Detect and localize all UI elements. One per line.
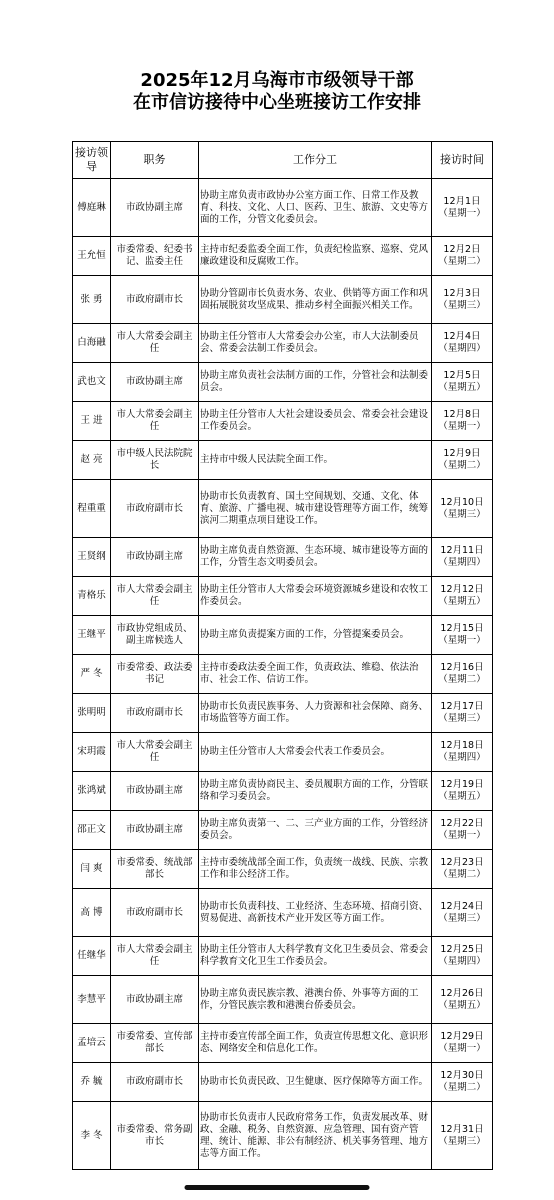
leader-position: 市政府副市长 bbox=[111, 480, 199, 538]
leader-position: 市政协副主席 bbox=[111, 811, 199, 850]
leader-name: 张明明 bbox=[73, 694, 111, 733]
reception-weekday: （星期五） bbox=[438, 596, 486, 607]
table-row bbox=[73, 1024, 493, 1063]
leader-name: 严 冬 bbox=[73, 655, 111, 694]
duty-description: 协助市长负责民族事务、人力资源和社会保障、商务、市场监管等方面工作。 bbox=[199, 694, 432, 733]
table-row bbox=[73, 276, 493, 324]
reception-weekday: （星期五） bbox=[438, 999, 486, 1011]
table-row bbox=[73, 363, 493, 402]
reception-date: 12月18日 bbox=[440, 740, 484, 751]
leader-name: 赵 亮 bbox=[73, 441, 111, 480]
duty-description: 主持市纪委监委全面工作，负责纪检监察、巡察、党风廉政建设和反腐败工作。 bbox=[199, 237, 432, 276]
table-row bbox=[73, 1102, 493, 1170]
duty-description: 协助市长负责教育、国土空间规划、交通、文化、体育、旅游、广播电视、城市建设管理等方面工作，统筹滨河二期重点项目建设工作。 bbox=[199, 480, 432, 538]
reception-date-cell bbox=[432, 237, 493, 276]
leader-name: 白海融 bbox=[73, 324, 111, 363]
duty-description: 协助主席负责协商民主、委员履职方面的工作，分管联络和学习委员会。 bbox=[199, 772, 432, 811]
reception-weekday: （星期一） bbox=[438, 635, 486, 646]
title-line-1: 2025年12月乌海市市级领导干部 bbox=[140, 70, 414, 91]
table-row bbox=[73, 811, 493, 850]
table-row bbox=[73, 237, 493, 276]
reception-weekday: （星期三） bbox=[438, 912, 486, 924]
table-row bbox=[73, 976, 493, 1024]
table-row bbox=[73, 616, 493, 655]
duty-description: 协助主任分管市人大科学教育文化卫生委员会、常委会科学教育文化卫生工作委员会。 bbox=[199, 937, 432, 976]
reception-date-cell bbox=[432, 480, 493, 538]
reception-date-cell bbox=[432, 937, 493, 976]
reception-date: 12月10日 bbox=[440, 496, 484, 508]
leader-name: 孟培云 bbox=[73, 1024, 111, 1063]
home-indicator[interactable] bbox=[185, 1185, 370, 1190]
table-row bbox=[73, 772, 493, 811]
reception-date: 12月9日 bbox=[443, 448, 481, 459]
leader-position: 市委常委、政法委书记 bbox=[111, 655, 199, 694]
reception-date-cell bbox=[432, 538, 493, 577]
reception-date: 12月31日 bbox=[440, 1123, 484, 1135]
reception-date: 12月30日 bbox=[440, 1070, 484, 1081]
leader-position: 市政协副主席 bbox=[111, 772, 199, 811]
leader-position: 市政府副市长 bbox=[111, 1063, 199, 1102]
leader-name: 王 进 bbox=[73, 402, 111, 441]
table-row bbox=[73, 1063, 493, 1102]
duty-description: 协助主任分管市人大常委会环境资源城乡建设和农牧工作委员会。 bbox=[199, 577, 432, 616]
leader-name: 邵正文 bbox=[73, 811, 111, 850]
reception-date-cell bbox=[432, 655, 493, 694]
leader-position: 市委常委、纪委书记、监委主任 bbox=[111, 237, 199, 276]
table-body bbox=[73, 179, 493, 1170]
reception-date: 12月8日 bbox=[443, 409, 481, 420]
reception-weekday: （星期二） bbox=[438, 1082, 486, 1093]
reception-date: 12月25日 bbox=[440, 944, 484, 955]
reception-weekday: （星期三） bbox=[438, 713, 486, 724]
table-row bbox=[73, 538, 493, 577]
reception-date: 12月3日 bbox=[443, 287, 481, 299]
reception-weekday: （星期一） bbox=[438, 207, 486, 219]
duty-description: 协助市长负责科技、工业经济、生态环境、招商引资、贸易促进、高新技术产业开发区等方面工作。 bbox=[199, 889, 432, 937]
leader-position: 市政协副主席 bbox=[111, 976, 199, 1024]
leader-position: 市人大常委会副主任 bbox=[111, 402, 199, 441]
reception-weekday: （星期二） bbox=[438, 869, 486, 880]
reception-date-cell bbox=[432, 694, 493, 733]
leader-position: 市政府副市长 bbox=[111, 694, 199, 733]
leader-name: 青格乐 bbox=[73, 577, 111, 616]
reception-weekday: （星期三） bbox=[438, 508, 486, 520]
duty-description: 协助分管副市长负责水务、农业、供销等方面工作和巩固拓展脱贫攻坚成果、推动乡村全面振兴相关工作。 bbox=[199, 276, 432, 324]
reception-weekday: （星期一） bbox=[438, 1043, 486, 1054]
reception-date-cell bbox=[432, 577, 493, 616]
reception-weekday: （星期二） bbox=[438, 460, 486, 471]
reception-date-cell bbox=[432, 1063, 493, 1102]
duty-description: 协助主席负责自然资源、生态环境、城市建设等方面的工作，分管生态文明委员会。 bbox=[199, 538, 432, 577]
reception-date: 12月26日 bbox=[440, 987, 484, 999]
leader-position: 市中级人民法院院长 bbox=[111, 441, 199, 480]
leader-position: 市政府副市长 bbox=[111, 276, 199, 324]
leader-name: 闫 爽 bbox=[73, 850, 111, 889]
reception-date: 12月29日 bbox=[440, 1031, 484, 1042]
table-row bbox=[73, 402, 493, 441]
reception-date-cell bbox=[432, 363, 493, 402]
reception-date-cell bbox=[432, 402, 493, 441]
table-row bbox=[73, 937, 493, 976]
reception-date-cell bbox=[432, 179, 493, 237]
reception-weekday: （星期四） bbox=[438, 557, 486, 568]
reception-weekday: （星期一） bbox=[438, 830, 486, 841]
duty-description: 协助市长负责民政、卫生健康、医疗保障等方面工作。 bbox=[199, 1063, 432, 1102]
leader-name: 程重重 bbox=[73, 480, 111, 538]
reception-date-cell bbox=[432, 811, 493, 850]
duty-description: 主持市委宣传部全面工作，负责宣传思想文化、意识形态、网络安全和信息化工作。 bbox=[199, 1024, 432, 1063]
leader-name: 王允恒 bbox=[73, 237, 111, 276]
reception-weekday: （星期五） bbox=[438, 791, 486, 802]
reception-date: 12月19日 bbox=[440, 779, 484, 790]
header-name: 接访领导 bbox=[73, 142, 111, 179]
reception-date: 12月5日 bbox=[443, 370, 481, 381]
duty-description: 主持市中级人民法院全面工作。 bbox=[199, 441, 432, 480]
leader-position: 市人大常委会副主任 bbox=[111, 733, 199, 772]
leader-position: 市政协副主席 bbox=[111, 538, 199, 577]
reception-date: 12月22日 bbox=[440, 818, 484, 829]
leader-position: 市委常委、宣传部部长 bbox=[111, 1024, 199, 1063]
reception-date: 12月15日 bbox=[440, 623, 484, 634]
leader-name: 王继平 bbox=[73, 616, 111, 655]
schedule-table bbox=[72, 141, 493, 1170]
leader-name: 张鸿斌 bbox=[73, 772, 111, 811]
reception-weekday: （星期三） bbox=[438, 299, 486, 311]
reception-weekday: （星期二） bbox=[438, 256, 486, 267]
reception-weekday: （星期一） bbox=[438, 421, 486, 432]
duty-description: 协助主任分管市人大社会建设委员会、常委会社会建设工作委员会。 bbox=[199, 402, 432, 441]
duty-description: 协助主任分管市人大常委会代表工作委员会。 bbox=[199, 733, 432, 772]
reception-date: 12月4日 bbox=[443, 331, 481, 342]
reception-date-cell bbox=[432, 616, 493, 655]
leader-name: 宋玥霞 bbox=[73, 733, 111, 772]
duty-description: 协助市长负责市人民政府常务工作，负责发展改革、财政、金融、税务、自然资源、应急管理、国有资产管理、统计、能源、非公有制经济、机关事务管理、地方志等方面工作。 bbox=[199, 1102, 432, 1170]
duty-description: 协助主席负责民族宗教、港澳台侨、外事等方面的工作，分管民族宗教和港澳台侨委员会。 bbox=[199, 976, 432, 1024]
leader-name: 李 冬 bbox=[73, 1102, 111, 1170]
table-row bbox=[73, 850, 493, 889]
reception-date-cell bbox=[432, 976, 493, 1024]
header-date: 接访时间 bbox=[432, 142, 493, 179]
duty-description: 主持市委政法委全面工作，负责政法、维稳、依法治市、社会工作、信访工作。 bbox=[199, 655, 432, 694]
leader-name: 任继华 bbox=[73, 937, 111, 976]
duty-description: 协助主席负责市政协办公室方面工作、日常工作及教育、科技、文化、人口、医药、卫生、旅游、文史等方面的工作，分管文化委员会。 bbox=[199, 179, 432, 237]
reception-weekday: （星期四） bbox=[438, 956, 486, 967]
leader-name: 王贤纲 bbox=[73, 538, 111, 577]
reception-date-cell bbox=[432, 1024, 493, 1063]
reception-weekday: （星期二） bbox=[438, 674, 486, 685]
leader-position: 市人大常委会副主任 bbox=[111, 937, 199, 976]
leader-position: 市政协党组成员、副主席候选人 bbox=[111, 616, 199, 655]
leader-position: 市委常委、统战部部长 bbox=[111, 850, 199, 889]
table-row bbox=[73, 480, 493, 538]
document-title bbox=[0, 70, 554, 114]
duty-description: 协助主席负责社会法制方面的工作，分管社会和法制委员会。 bbox=[199, 363, 432, 402]
table-row bbox=[73, 655, 493, 694]
table-header-row bbox=[73, 142, 493, 179]
duty-description: 主持市委统战部全面工作，负责统一战线、民族、宗教工作和非公经济工作。 bbox=[199, 850, 432, 889]
header-duty: 工作分工 bbox=[199, 142, 432, 179]
duty-description: 协助主席负责提案方面的工作，分管提案委员会。 bbox=[199, 616, 432, 655]
duty-description: 协助主席负责第一、二、三产业方面的工作，分管经济委员会。 bbox=[199, 811, 432, 850]
title-line-2: 在市信访接待中心坐班接访工作安排 bbox=[133, 92, 421, 113]
leader-name: 李慧平 bbox=[73, 976, 111, 1024]
table-row bbox=[73, 441, 493, 480]
leader-name: 傅庭琳 bbox=[73, 179, 111, 237]
reception-date-cell bbox=[432, 733, 493, 772]
table-row bbox=[73, 324, 493, 363]
leader-position: 市人大常委会副主任 bbox=[111, 577, 199, 616]
reception-date-cell bbox=[432, 1102, 493, 1170]
leader-name: 乔 毓 bbox=[73, 1063, 111, 1102]
reception-date: 12月1日 bbox=[443, 195, 481, 207]
reception-date: 12月23日 bbox=[440, 857, 484, 868]
reception-weekday: （星期四） bbox=[438, 343, 486, 354]
table-row bbox=[73, 694, 493, 733]
reception-date-cell bbox=[432, 772, 493, 811]
leader-name: 高 博 bbox=[73, 889, 111, 937]
header-position: 职务 bbox=[111, 142, 199, 179]
leader-position: 市委常委、常务副市长 bbox=[111, 1102, 199, 1170]
reception-date: 12月12日 bbox=[440, 584, 484, 595]
reception-weekday: （星期四） bbox=[438, 752, 486, 763]
duty-description: 协助主任分管市人大常委会办公室，市人大法制委员会、常委会法制工作委员会。 bbox=[199, 324, 432, 363]
reception-date-cell bbox=[432, 889, 493, 937]
table-row bbox=[73, 733, 493, 772]
leader-name: 张 勇 bbox=[73, 276, 111, 324]
table-row bbox=[73, 889, 493, 937]
table-row bbox=[73, 179, 493, 237]
reception-weekday: （星期五） bbox=[438, 382, 486, 393]
leader-name: 武也文 bbox=[73, 363, 111, 402]
reception-date-cell bbox=[432, 276, 493, 324]
reception-date: 12月17日 bbox=[440, 701, 484, 712]
reception-date: 12月16日 bbox=[440, 662, 484, 673]
reception-weekday: （星期三） bbox=[438, 1135, 486, 1147]
reception-date: 12月24日 bbox=[440, 900, 484, 912]
reception-date-cell bbox=[432, 850, 493, 889]
leader-position: 市政府副市长 bbox=[111, 889, 199, 937]
table-row bbox=[73, 577, 493, 616]
reception-date: 12月2日 bbox=[443, 244, 481, 255]
reception-date-cell bbox=[432, 324, 493, 363]
leader-position: 市政协副主席 bbox=[111, 179, 199, 237]
reception-date-cell bbox=[432, 441, 493, 480]
leader-position: 市政协副主席 bbox=[111, 363, 199, 402]
leader-position: 市人大常委会副主任 bbox=[111, 324, 199, 363]
reception-date: 12月11日 bbox=[440, 545, 484, 556]
